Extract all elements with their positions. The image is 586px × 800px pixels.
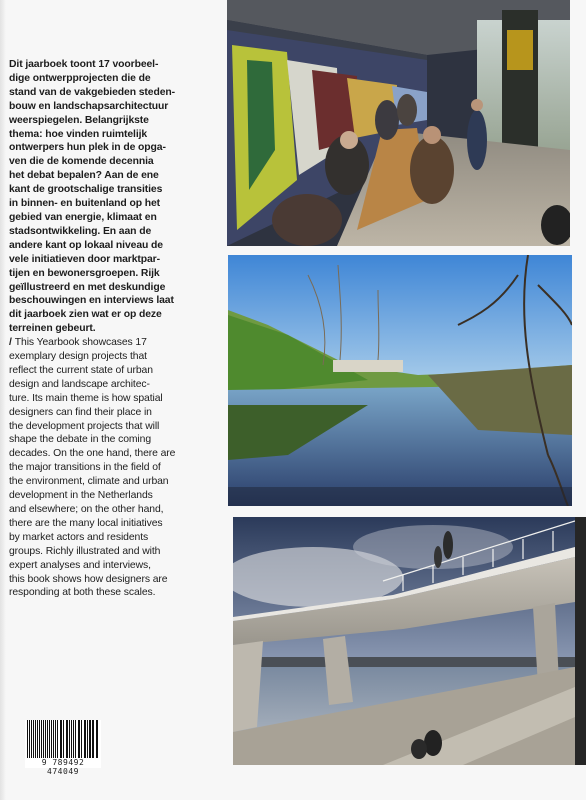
- dutch-blurb-line: in binnen- en buitenland op het: [9, 198, 161, 210]
- dutch-blurb-line: beschouwingen en interviews laat: [9, 295, 174, 307]
- english-blurb: [9, 336, 223, 600]
- dutch-blurb-line: tijen en bewonersgroepen. Rijk: [9, 267, 160, 279]
- dutch-blurb-line: andere kant op lokaal niveau de: [9, 239, 163, 251]
- english-blurb-line: the major transitions in the field of: [9, 462, 161, 474]
- barcode-bar: [60, 720, 61, 758]
- english-blurb-line: this book shows how designers are: [9, 573, 168, 585]
- barcode-bar: [73, 720, 74, 758]
- language-separator: /: [9, 337, 12, 349]
- isbn-number: 9 789492 474049: [41, 758, 85, 776]
- barcode-bar: [31, 720, 32, 758]
- english-blurb-line: the environment, climate and urban: [9, 476, 169, 488]
- barcode-bar: [41, 720, 42, 758]
- english-blurb-line: by market actors and residents: [9, 531, 149, 543]
- english-blurb-line: decades. On the one hand, there are: [9, 448, 176, 460]
- dutch-blurb-line: weerspiegelen. Belangrijkste: [9, 114, 149, 126]
- english-blurb-line-text: This Yearbook showcases 17: [14, 337, 147, 349]
- dutch-blurb-line: dit jaarboek zien wat er op deze: [9, 309, 162, 321]
- english-blurb-line: expert analyses and interviews,: [9, 559, 151, 571]
- english-blurb-line: exemplary design projects that: [9, 351, 147, 363]
- english-blurb-line: designers can find their place in: [9, 406, 152, 418]
- barcode-bar: [96, 720, 97, 758]
- english-blurb-line: responding at both these scales.: [9, 587, 156, 599]
- dutch-blurb: [9, 58, 223, 336]
- dutch-blurb-line: het debat bepalen? Aan de ene: [9, 170, 159, 182]
- dutch-blurb-line: kant de grootschalige transities: [9, 184, 163, 196]
- dutch-blurb-line: stadsontwikkeling. En aan de: [9, 225, 152, 237]
- english-blurb-line: the development projects that will: [9, 420, 160, 432]
- dutch-blurb-line: dige ontwerpprojecten die de: [9, 72, 151, 84]
- dutch-blurb-line: ontwerpers hun plek in de opga-: [9, 142, 166, 154]
- english-blurb-line: development in the Netherlands: [9, 490, 153, 502]
- english-blurb-line: design and landscape architec-: [9, 378, 150, 390]
- barcode-bar: [47, 720, 48, 758]
- dutch-blurb-line: terreinen gebeurt.: [9, 323, 96, 335]
- dutch-blurb-line: thema: hoe vinden ruimtelijk: [9, 128, 148, 140]
- barcode-bar: [37, 720, 38, 758]
- barcode-bar: [49, 720, 50, 758]
- photo-canal-landscape: [228, 255, 572, 506]
- photo-curved-bridge: [233, 517, 575, 765]
- cover-edge-shadow: [0, 0, 6, 800]
- dutch-blurb-line: stand van de vakgebieden steden-: [9, 86, 175, 98]
- english-blurb-line: ture. Its main theme is how spatial: [9, 392, 163, 404]
- english-blurb-line: groups. Richly illustrated and with: [9, 545, 161, 557]
- dutch-blurb-line: vele initiatieven door marktpar-: [9, 253, 160, 265]
- photo-underpass-dinner: [227, 0, 570, 246]
- dutch-blurb-line: ven die de komende decennia: [9, 156, 154, 168]
- isbn-barcode: [25, 720, 101, 776]
- barcode-bar: [89, 720, 90, 758]
- dutch-blurb-line: Dit jaarboek toont 17 voorbeel-: [9, 59, 159, 70]
- barcode-bar: [71, 720, 72, 758]
- english-blurb-line: and elsewhere; on the other hand,: [9, 504, 164, 515]
- barcode-bars: [27, 720, 99, 758]
- barcode-bar: [85, 720, 86, 758]
- barcode-bar: [63, 720, 64, 758]
- english-blurb-line: shape the debate in the coming: [9, 434, 151, 446]
- dutch-blurb-line: gebied van energie, klimaat en: [9, 211, 157, 223]
- english-blurb-line: [9, 336, 223, 350]
- english-blurb-line: there are the many local initiatives: [9, 517, 163, 529]
- dutch-blurb-line: bouw en landschapsarchitectuur: [9, 100, 169, 112]
- photo-edge-strip: [575, 517, 586, 765]
- barcode-bar: [79, 720, 80, 758]
- blurb-text: [9, 58, 223, 600]
- english-blurb-line: reflect the current state of urban: [9, 364, 153, 376]
- dutch-blurb-line: geïllustreerd en met deskundige: [9, 281, 166, 293]
- barcode-bar: [55, 720, 56, 758]
